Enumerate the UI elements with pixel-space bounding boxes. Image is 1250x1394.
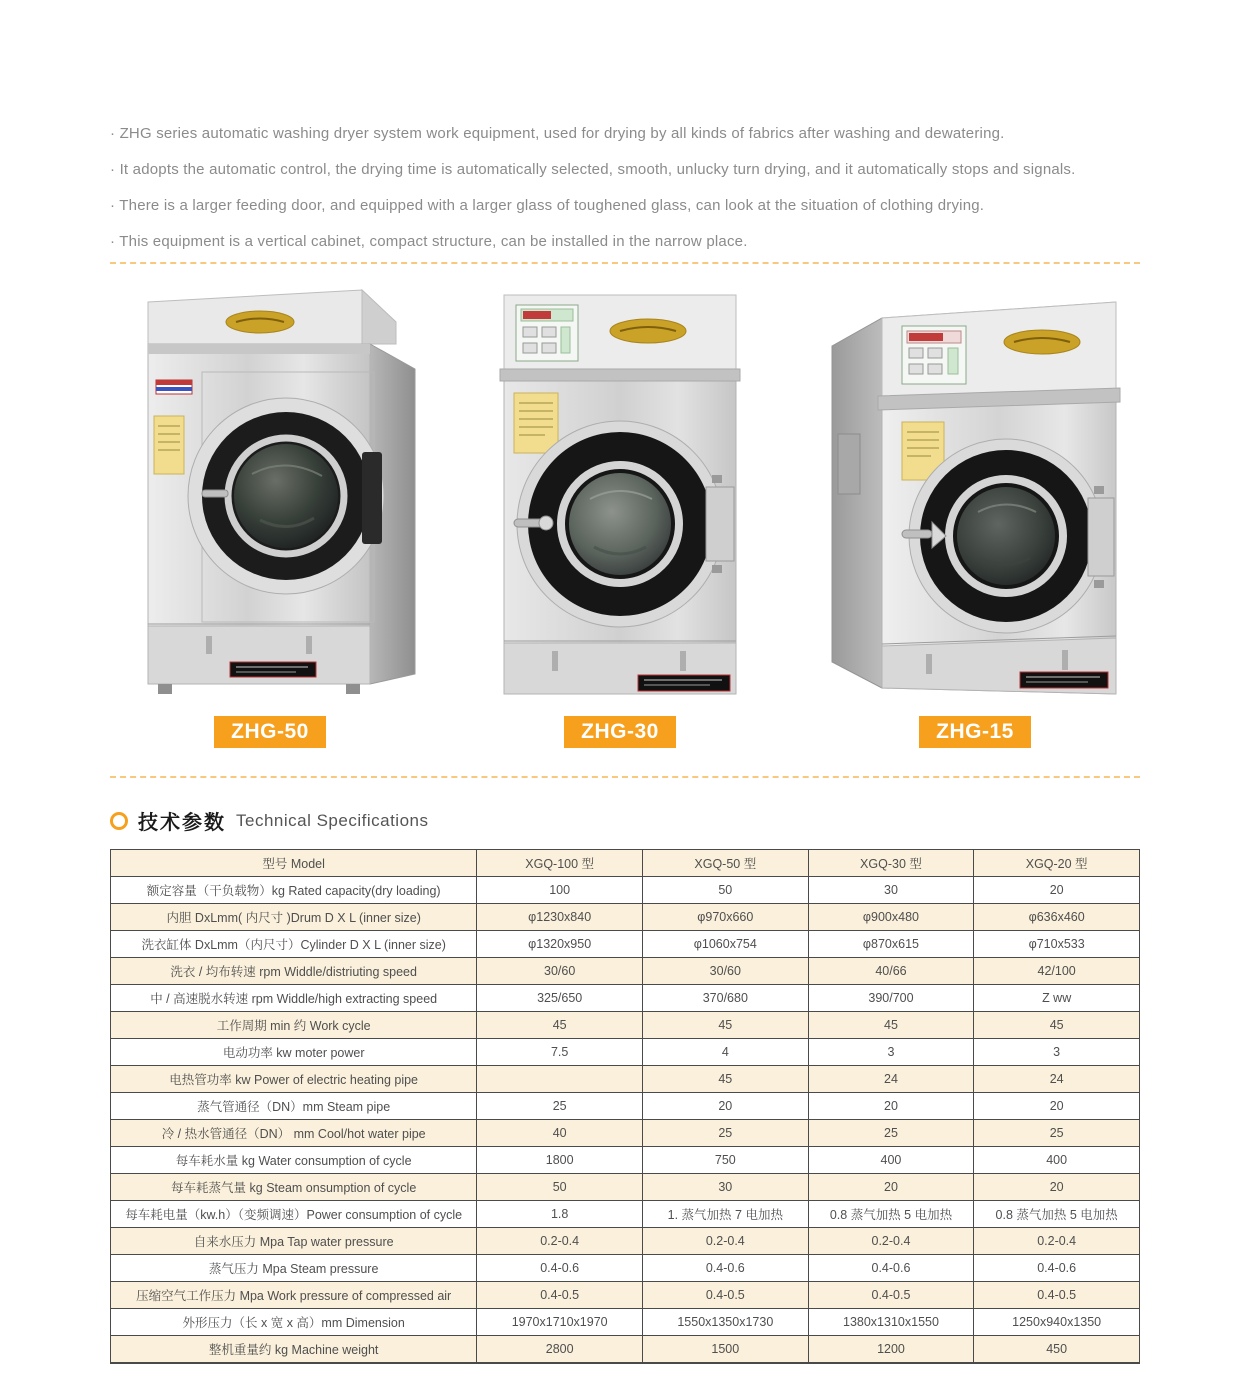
spec-cell-value: 25 bbox=[642, 1120, 808, 1147]
spec-row bbox=[111, 1336, 1140, 1364]
spec-cell-label: 压缩空气工作压力 Mpa Work pressure of compressed air bbox=[111, 1282, 477, 1309]
spec-cell-label: 工作周期 min 约 Work cycle bbox=[111, 1012, 477, 1039]
serial-label bbox=[1020, 672, 1108, 688]
dashed-divider-bottom bbox=[110, 776, 1140, 778]
spec-row bbox=[111, 1174, 1140, 1201]
spec-cell-value: φ636x460 bbox=[974, 904, 1140, 931]
product-gallery bbox=[110, 284, 1140, 748]
spec-cell-label: 中 / 高速脱水转速 rpm Widdle/high extracting speed bbox=[111, 985, 477, 1012]
spec-row bbox=[111, 931, 1140, 958]
spec-cell-value: φ1060x754 bbox=[642, 931, 808, 958]
spec-cell-value: φ900x480 bbox=[808, 904, 974, 931]
spec-cell-value: 1550x1350x1730 bbox=[642, 1309, 808, 1336]
spec-cell-value: 24 bbox=[808, 1066, 974, 1093]
spec-cell-value: 30 bbox=[808, 877, 974, 904]
spec-cell-value: 0.2-0.4 bbox=[642, 1228, 808, 1255]
spec-cell-value bbox=[477, 1066, 643, 1093]
product-photo-zhg-50 bbox=[110, 284, 430, 704]
spec-col-header: XGQ-30 型 bbox=[808, 850, 974, 877]
page bbox=[110, 0, 1140, 1364]
spec-cell-value: 45 bbox=[808, 1012, 974, 1039]
spec-cell-value: 30/60 bbox=[642, 958, 808, 985]
section-title-zh: 技术参数 bbox=[138, 812, 226, 834]
spec-cell-value: 1970x1710x1970 bbox=[477, 1309, 643, 1336]
feature-list bbox=[110, 116, 1140, 260]
spec-row bbox=[111, 1201, 1140, 1228]
spec-cell-value: φ710x533 bbox=[974, 931, 1140, 958]
spec-col-header-model: 型号 Model bbox=[111, 850, 477, 877]
spec-cell-value: 50 bbox=[642, 877, 808, 904]
product-zhg-30 bbox=[490, 289, 750, 748]
spec-cell-value: 1250x940x1350 bbox=[974, 1309, 1140, 1336]
spec-row bbox=[111, 1093, 1140, 1120]
spec-cell-label: 整机重量约 kg Machine weight bbox=[111, 1336, 477, 1364]
spec-row bbox=[111, 877, 1140, 904]
product-zhg-15 bbox=[810, 284, 1140, 748]
spec-cell-value: 0.4-0.5 bbox=[642, 1282, 808, 1309]
spec-cell-value: φ1320x950 bbox=[477, 931, 643, 958]
spec-cell-value: 20 bbox=[974, 877, 1140, 904]
spec-row bbox=[111, 904, 1140, 931]
spec-row bbox=[111, 1147, 1140, 1174]
spec-cell-label: 冷 / 热水管通径（DN） mm Cool/hot water pipe bbox=[111, 1120, 477, 1147]
feature-bullet: · ZHG series automatic washing dryer system work equipment, used for drying by all kinds of fabrics after washing and dewatering. bbox=[110, 125, 1005, 142]
model-badge-zhg-50: ZHG-50 bbox=[214, 716, 326, 748]
warning-label bbox=[514, 393, 558, 453]
door-handle bbox=[902, 530, 932, 538]
spec-cell-value: 0.4-0.6 bbox=[808, 1255, 974, 1282]
feature-bullet: · There is a larger feeding door, and equipped with a larger glass of toughened glass, can look at the situation of clothing drying. bbox=[110, 197, 985, 214]
spec-cell-label: 每车耗蒸气量 kg Steam onsumption of cycle bbox=[111, 1174, 477, 1201]
door-window bbox=[957, 487, 1055, 585]
model-badge-zhg-30: ZHG-30 bbox=[564, 716, 676, 748]
dashed-divider-top bbox=[110, 262, 1140, 264]
spec-cell-value: 1200 bbox=[808, 1336, 974, 1364]
spec-cell-value: 20 bbox=[808, 1093, 974, 1120]
door-window bbox=[234, 444, 338, 548]
spec-cell-value: 390/700 bbox=[808, 985, 974, 1012]
spec-cell-value: 0.8 蒸气加热 5 电加热 bbox=[808, 1201, 974, 1228]
feature-bullet: · This equipment is a vertical cabinet, compact structure, can be installed in the narrow place. bbox=[110, 233, 748, 250]
spec-cell-value: 0.4-0.5 bbox=[808, 1282, 974, 1309]
spec-cell-value: 0.2-0.4 bbox=[477, 1228, 643, 1255]
spec-cell-value: 20 bbox=[642, 1093, 808, 1120]
spec-cell-value: 7.5 bbox=[477, 1039, 643, 1066]
spec-col-header: XGQ-100 型 bbox=[477, 850, 643, 877]
spec-cell-value: 42/100 bbox=[974, 958, 1140, 985]
door-hinge bbox=[1088, 498, 1114, 576]
spec-cell-value: φ970x660 bbox=[642, 904, 808, 931]
spec-cell-value: 30/60 bbox=[477, 958, 643, 985]
spec-cell-value: 400 bbox=[808, 1147, 974, 1174]
spec-cell-value: 1380x1310x1550 bbox=[808, 1309, 974, 1336]
spec-cell-value: 0.2-0.4 bbox=[974, 1228, 1140, 1255]
serial-label bbox=[230, 662, 316, 677]
spec-cell-label: 每车耗电量（kw.h）（变频调速）Power consumption of cycle bbox=[111, 1201, 477, 1228]
spec-cell-label: 洗衣缸体 DxLmm（内尺寸）Cylinder D X L (inner size) bbox=[111, 931, 477, 958]
section-header bbox=[110, 806, 1140, 835]
spec-cell-value: 0.4-0.6 bbox=[642, 1255, 808, 1282]
spec-row bbox=[111, 1228, 1140, 1255]
spec-row bbox=[111, 1309, 1140, 1336]
model-badge-zhg-15: ZHG-15 bbox=[919, 716, 1031, 748]
spec-cell-value: 20 bbox=[808, 1174, 974, 1201]
spec-row bbox=[111, 985, 1140, 1012]
spec-cell-value: 325/650 bbox=[477, 985, 643, 1012]
section-title-en: Technical Specifications bbox=[236, 810, 429, 830]
spec-table-head-row bbox=[111, 850, 1140, 877]
spec-cell-value: 400 bbox=[974, 1147, 1140, 1174]
product-photo-zhg-15 bbox=[810, 284, 1140, 704]
spec-cell-value: 24 bbox=[974, 1066, 1140, 1093]
spec-row bbox=[111, 1282, 1140, 1309]
spec-row bbox=[111, 1120, 1140, 1147]
spec-cell-value: φ1230x840 bbox=[477, 904, 643, 931]
spec-row bbox=[111, 1066, 1140, 1093]
spec-cell-value: 0.2-0.4 bbox=[808, 1228, 974, 1255]
spec-cell-value: Z ww bbox=[974, 985, 1140, 1012]
product-photo-zhg-30 bbox=[490, 289, 750, 704]
spec-cell-value: 45 bbox=[642, 1066, 808, 1093]
warning-label bbox=[154, 416, 184, 474]
spec-cell-label: 额定容量（干负载物）kg Rated capacity(dry loading) bbox=[111, 877, 477, 904]
spec-cell-value: 0.4-0.5 bbox=[974, 1282, 1140, 1309]
control-panel bbox=[516, 305, 578, 361]
spec-cell-value: 370/680 bbox=[642, 985, 808, 1012]
spec-cell-value: 0.4-0.6 bbox=[477, 1255, 643, 1282]
spec-cell-label: 电热管功率 kw Power of electric heating pipe bbox=[111, 1066, 477, 1093]
spec-cell-value: 45 bbox=[642, 1012, 808, 1039]
spec-cell-value: 4 bbox=[642, 1039, 808, 1066]
spec-cell-label: 电动功率 kw moter power bbox=[111, 1039, 477, 1066]
spec-cell-label: 蒸气管通径（DN）mm Steam pipe bbox=[111, 1093, 477, 1120]
spec-cell-value: 1500 bbox=[642, 1336, 808, 1364]
spec-cell-label: 蒸气压力 Mpa Steam pressure bbox=[111, 1255, 477, 1282]
spec-cell-value: 30 bbox=[642, 1174, 808, 1201]
spec-cell-value: 40 bbox=[477, 1120, 643, 1147]
spec-cell-value: 0.8 蒸气加热 5 电加热 bbox=[974, 1201, 1140, 1228]
spec-row bbox=[111, 1039, 1140, 1066]
spec-col-header: XGQ-50 型 bbox=[642, 850, 808, 877]
spec-cell-value: 25 bbox=[808, 1120, 974, 1147]
spec-cell-label: 洗衣 / 均布转速 rpm Widdle/distriuting speed bbox=[111, 958, 477, 985]
spec-cell-value: 0.4-0.5 bbox=[477, 1282, 643, 1309]
spec-cell-value: 100 bbox=[477, 877, 643, 904]
spec-cell-value: 750 bbox=[642, 1147, 808, 1174]
spec-cell-value: 50 bbox=[477, 1174, 643, 1201]
spec-cell-value: 20 bbox=[974, 1093, 1140, 1120]
spec-cell-label: 内胆 DxLmm( 内尺寸 )Drum D X L (inner size) bbox=[111, 904, 477, 931]
spec-cell-value: 40/66 bbox=[808, 958, 974, 985]
machine-side-panel bbox=[832, 318, 882, 688]
spec-cell-value: 1. 蒸气加热 7 电加热 bbox=[642, 1201, 808, 1228]
spec-row bbox=[111, 958, 1140, 985]
spec-cell-value: 45 bbox=[477, 1012, 643, 1039]
spec-row bbox=[111, 1012, 1140, 1039]
feature-bullet: · It adopts the automatic control, the drying time is automatically selected, smooth, unlucky turn drying, and it automatically stops and signals. bbox=[110, 161, 1076, 178]
spec-cell-value: 1.8 bbox=[477, 1201, 643, 1228]
spec-cell-value: 1800 bbox=[477, 1147, 643, 1174]
spec-cell-value: 25 bbox=[974, 1120, 1140, 1147]
spec-cell-label: 每车耗水量 kg Water consumption of cycle bbox=[111, 1147, 477, 1174]
door-hinge bbox=[706, 487, 734, 561]
door-hinge bbox=[362, 452, 382, 544]
spec-row bbox=[111, 1255, 1140, 1282]
spec-cell-value: 20 bbox=[974, 1174, 1140, 1201]
product-zhg-50 bbox=[110, 284, 430, 748]
spec-cell-label: 自来水压力 Mpa Tap water pressure bbox=[111, 1228, 477, 1255]
control-panel bbox=[902, 326, 966, 384]
spec-table-body bbox=[111, 877, 1140, 1364]
spec-cell-value: 0.4-0.6 bbox=[974, 1255, 1140, 1282]
spec-cell-value: 45 bbox=[974, 1012, 1140, 1039]
door-handle bbox=[202, 490, 228, 497]
spec-cell-label: 外形压力（长 x 宽 x 高）mm Dimension bbox=[111, 1309, 477, 1336]
serial-label bbox=[638, 675, 730, 691]
spec-col-header: XGQ-20 型 bbox=[974, 850, 1140, 877]
spec-table bbox=[110, 849, 1140, 1364]
spec-cell-value: 3 bbox=[808, 1039, 974, 1066]
spec-cell-value: φ870x615 bbox=[808, 931, 974, 958]
ring-icon bbox=[110, 812, 128, 830]
door-window bbox=[569, 473, 671, 575]
spec-cell-value: 2800 bbox=[477, 1336, 643, 1364]
spec-cell-value: 25 bbox=[477, 1093, 643, 1120]
intro-section bbox=[110, 116, 1140, 260]
spec-cell-value: 450 bbox=[974, 1336, 1140, 1364]
spec-cell-value: 3 bbox=[974, 1039, 1140, 1066]
